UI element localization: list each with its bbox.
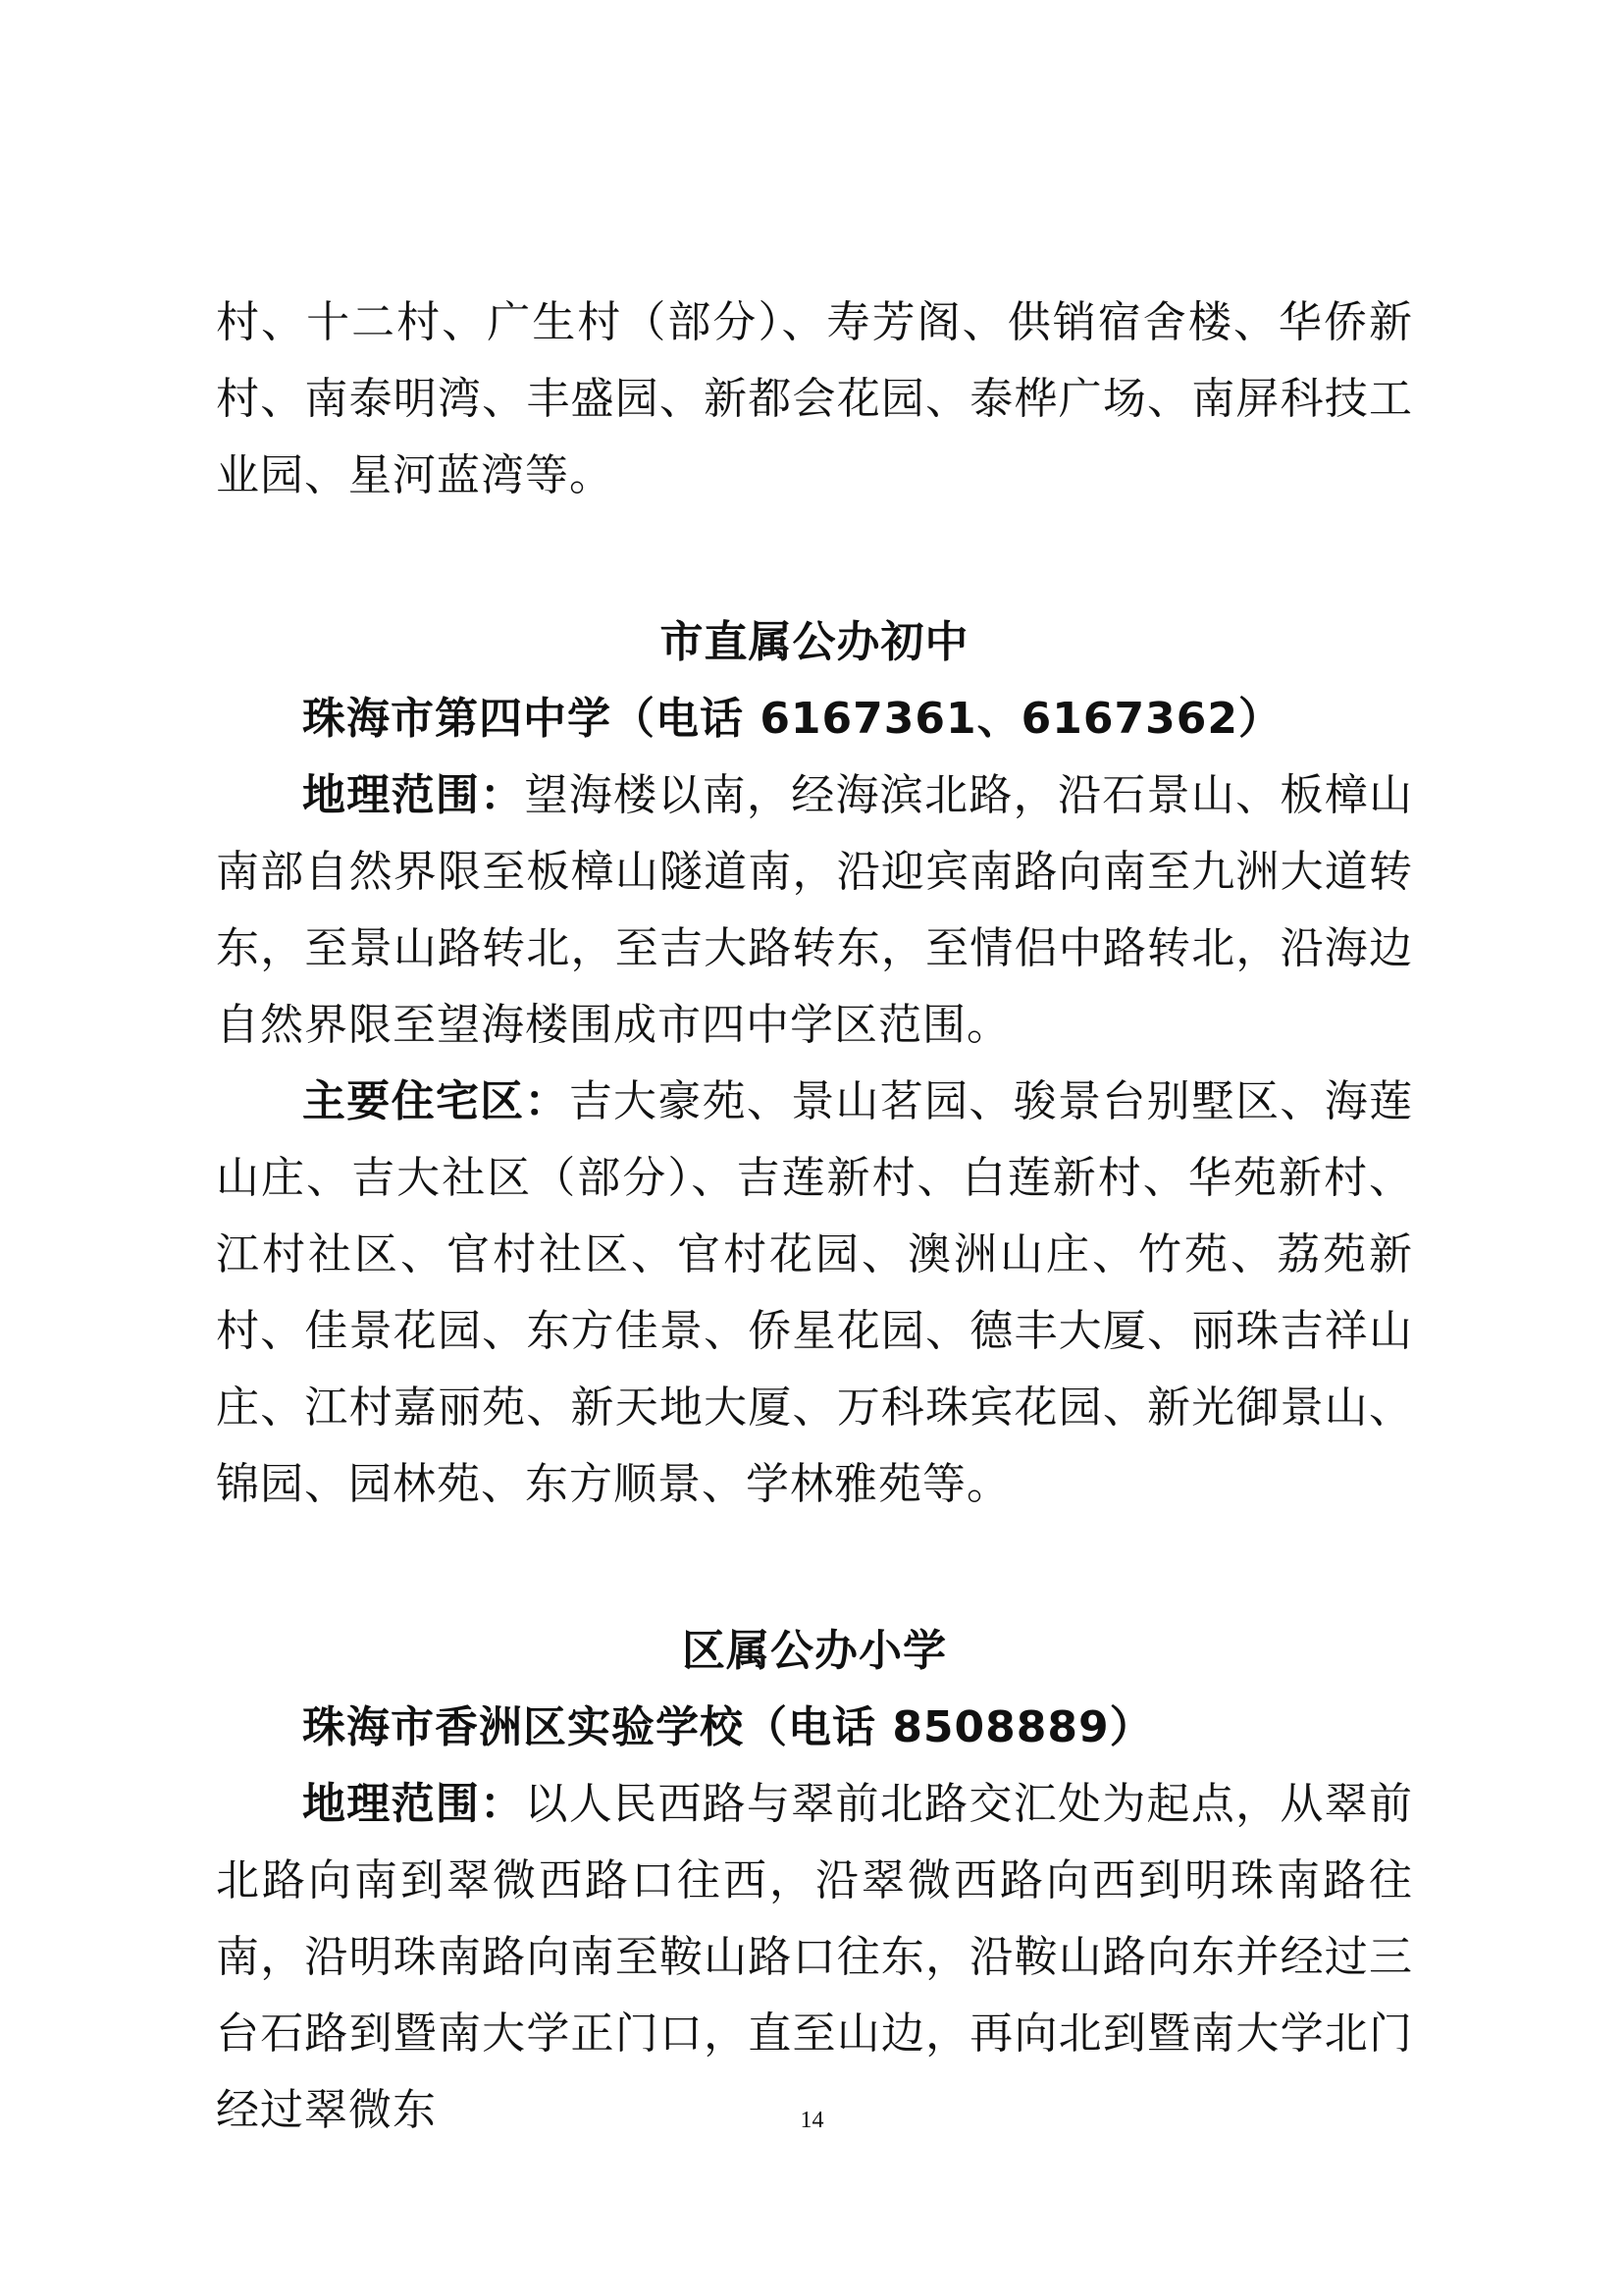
page-number: 14 [800,2108,824,2133]
section-heading-municipal-junior-high: 市直属公办初中 [659,617,969,667]
geographic-scope-label: 地理范围： [302,770,525,820]
residential-areas-text: 吉大豪苑、景山茗园、骏景台别墅区、海莲山庄、吉大社区（部分）、吉莲新村、白莲新村、华苑新村、江村社区、官村社区、官村花园、澳洲山庄、竹苑、荔苑新村、佳景花园、东方佳景、侨星花园、德丰大厦、丽珠吉祥山庄、江村嘉丽苑、新天地大厦、万科珠宾花园、新光御景山、锦园、园林苑、东方顺景、学林雅苑等。 [216,1076,1413,1509]
geographic-scope-text: 以人民西路与翠前北路交汇处为起点，从翠前北路向南到翠微西路口往西，沿翠微西路向西到明珠南路往南，沿明珠南路向南至鞍山路口往东，沿鞍山路向东并经过三台石路到暨南大学正门口，直至山边，再向北到暨南大学北门经过翠微东 [216,1779,1414,2135]
section-heading-district-primary: 区属公办小学 [682,1626,947,1676]
residential-areas-label: 主要住宅区： [302,1076,569,1126]
geographic-scope-text: 望海楼以南，经海滨北路，沿石景山、板樟山南部自然界限至板樟山隧道南，沿迎宾南路向南至九洲大道转东，至景山路转北，至吉大路转东，至情侣中路转北，沿海边自然界限至望海楼围成市四中学区范围。 [216,770,1414,1050]
school-name-xiangzhou-experimental: 珠海市香洲区实验学校（电话 8508889） [302,1702,1154,1752]
residential-areas-paragraph [216,1064,1413,1523]
section-spacer [216,1523,1413,1613]
geographic-scope-paragraph [216,1766,1413,2149]
geographic-scope-label: 地理范围： [302,1779,525,1829]
section-spacer [216,514,1413,604]
geographic-scope-paragraph [216,757,1413,1064]
continuation-paragraph: 村、十二村、广生村（部分）、寿芳阁、供销宿舍楼、华侨新村、南泰明湾、丰盛园、新都会花园、泰桦广场、南屏科技工业园、星河蓝湾等。 [216,297,1413,500]
school-name-zhuhai-no4-middle: 珠海市第四中学（电话 6167361、6167362） [302,694,1283,744]
page-content [216,285,1413,2149]
